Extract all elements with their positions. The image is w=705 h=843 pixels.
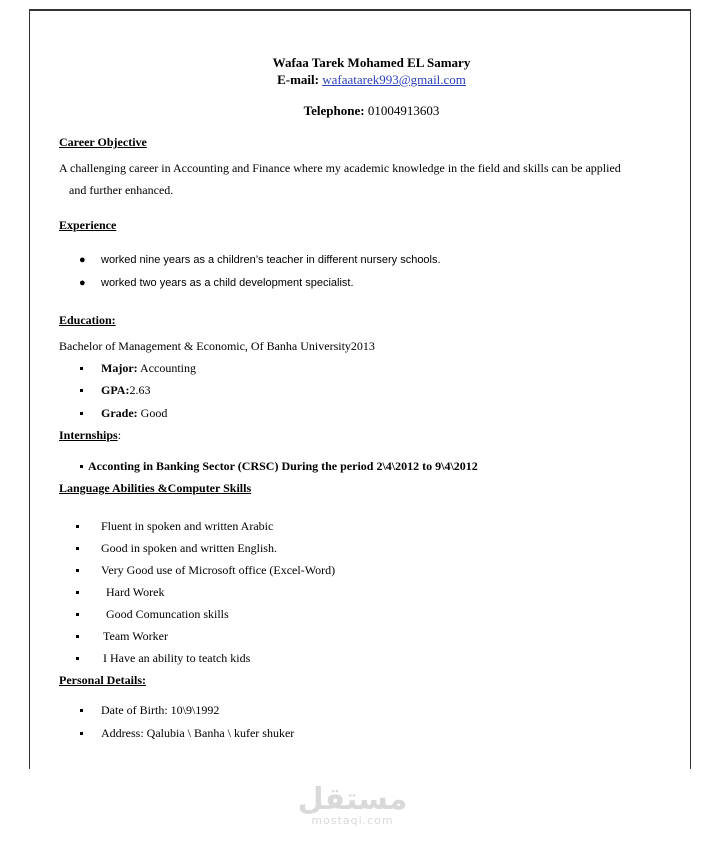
email-line xyxy=(59,72,684,88)
education-heading: Education: xyxy=(59,313,116,327)
skill-item: Hard Worek xyxy=(103,585,165,599)
internships-heading-line: Internships: xyxy=(59,428,122,442)
skill-item: I Have an ability to teatch kids xyxy=(103,651,251,665)
skill-item: Good in spoken and written English. xyxy=(101,541,277,555)
square-bullet-icon xyxy=(76,569,79,572)
experience-heading: Experience xyxy=(59,218,117,232)
internship-item: Acconting in Banking Sector (CRSC) During the period 2\4\2012 to 9\4\2012 xyxy=(88,459,478,473)
skill-item: Team Worker xyxy=(103,629,168,643)
resume-page xyxy=(29,9,691,769)
experience-bullet-icon: ● xyxy=(79,254,86,266)
education-item-grade: Grade: Good xyxy=(101,406,168,420)
education-item-gpa: GPA:2.63 xyxy=(101,383,151,397)
education-degree: Bachelor of Management & Economic, Of Banha University2013 xyxy=(59,339,375,353)
email-link[interactable]: wafaatarek993@gmail.com xyxy=(322,72,466,87)
square-bullet-icon xyxy=(76,525,79,528)
telephone-line xyxy=(59,103,684,119)
square-bullet-icon xyxy=(76,613,79,616)
internships-heading: Internships xyxy=(59,428,118,442)
square-bullet-icon xyxy=(76,591,79,594)
candidate-name: Wafaa Tarek Mohamed EL Samary xyxy=(272,55,471,70)
square-bullet-icon xyxy=(80,465,83,468)
email-label: E-mail: xyxy=(277,72,319,87)
experience-item: worked nine years as a children’s teacher in different nursery schools. xyxy=(101,254,441,266)
square-bullet-icon xyxy=(80,412,83,415)
skill-item: Good Comuncation skills xyxy=(103,607,229,621)
career-objective-heading: Career Objective xyxy=(59,135,147,149)
square-bullet-icon xyxy=(76,547,79,550)
skills-heading: Language Abilities &Computer Skills xyxy=(59,481,252,495)
personal-item: Date of Birth: 10\9\1992 xyxy=(101,703,220,717)
telephone-value: 01004913603 xyxy=(367,103,440,118)
square-bullet-icon xyxy=(80,732,83,735)
career-objective-line-1: A challenging career in Accounting and Finance where my academic knowledge in the field and skills can be applied xyxy=(59,161,621,175)
skill-item: Fluent in spoken and written Arabic xyxy=(101,519,274,533)
square-bullet-icon xyxy=(80,367,83,370)
personal-details-heading: Personal Details: xyxy=(59,673,146,687)
telephone-label: Telephone: xyxy=(303,103,365,118)
watermark-latin: mostaql.com xyxy=(311,814,394,827)
square-bullet-icon xyxy=(80,709,83,712)
square-bullet-icon xyxy=(76,657,79,660)
personal-item: Address: Qalubia \ Banha \ kufer shuker xyxy=(101,726,295,740)
square-bullet-icon xyxy=(76,635,79,638)
watermark-arabic: مستقل xyxy=(297,782,408,817)
experience-item: worked two years as a child development specialist. xyxy=(101,277,354,289)
skill-item: Very Good use of Microsoft office (Excel-Word) xyxy=(101,563,336,577)
square-bullet-icon xyxy=(80,389,83,392)
experience-bullet-icon: ● xyxy=(79,277,86,289)
career-objective-line-2: and further enhanced. xyxy=(69,183,174,197)
mostaql-watermark-logo xyxy=(0,782,705,827)
education-item-major: Major: Accounting xyxy=(101,361,196,375)
